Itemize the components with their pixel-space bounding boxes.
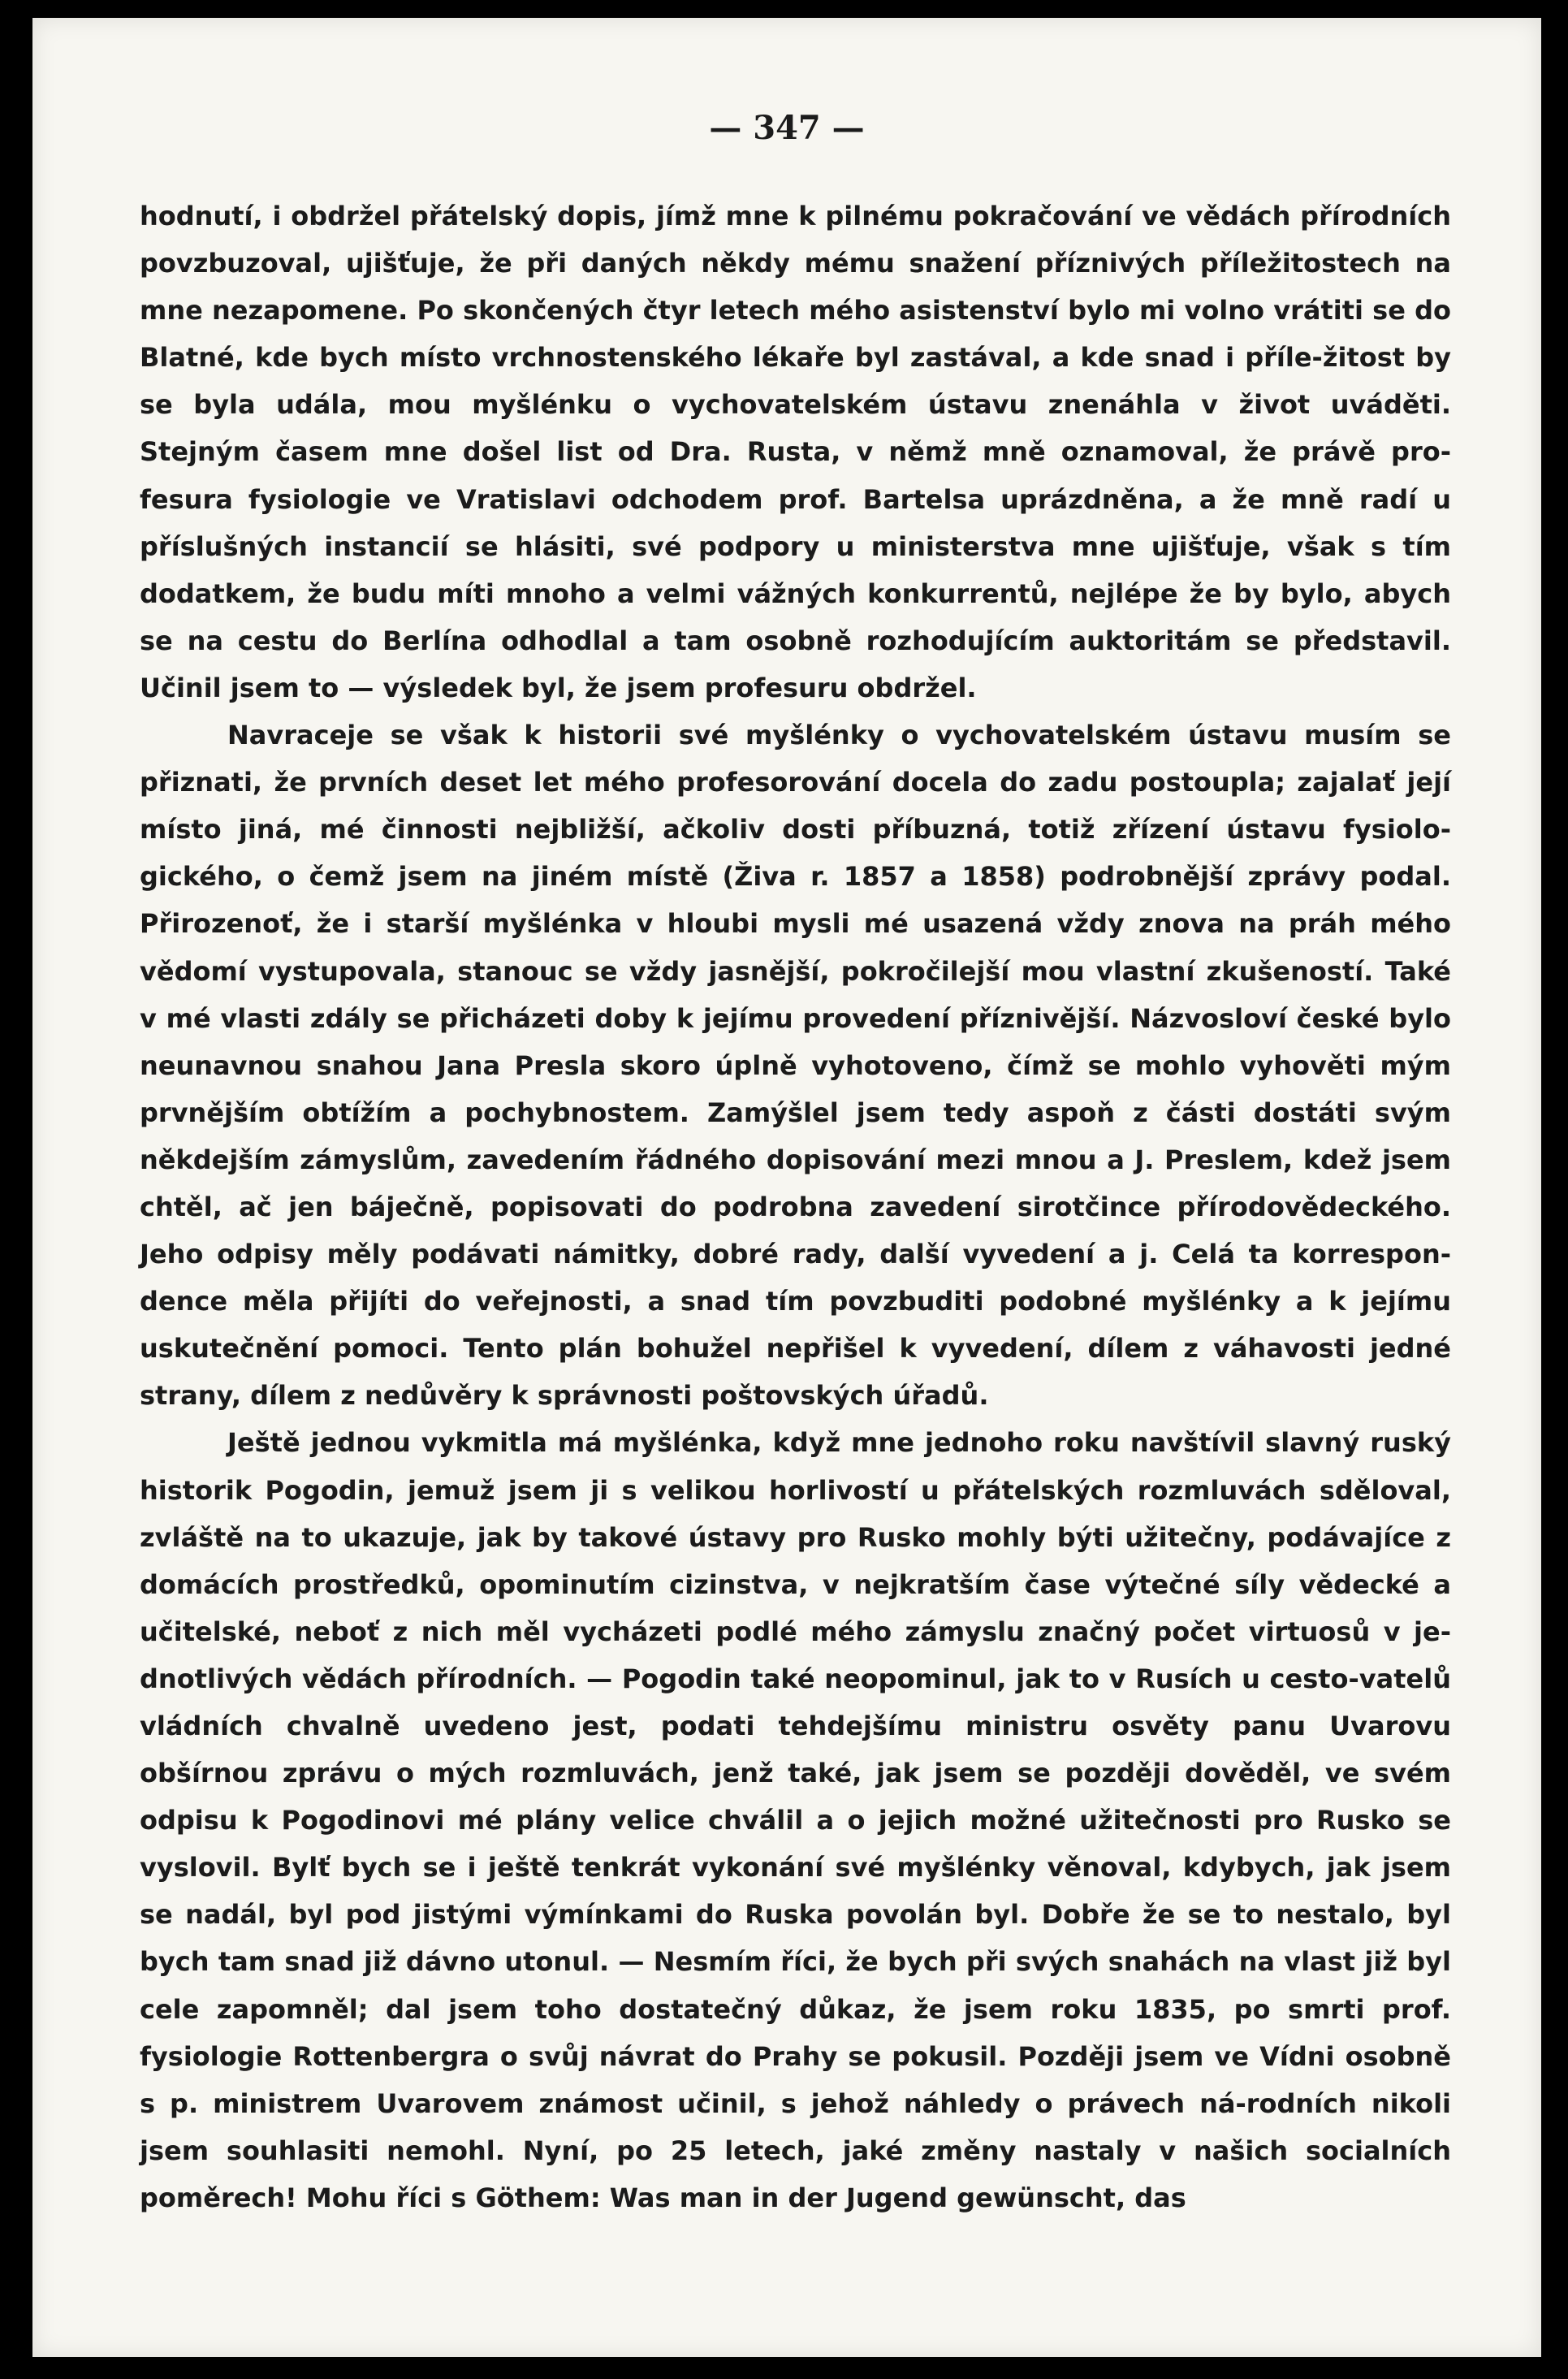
paragraph: hodnutí, i obdržel přátelský dopis, jímž mne k pilnému pokračování ve vědách přírodních povzbuzoval, ujišťuje, že při daných někdy mému snažení příznivých příležitostech na mne nezapomene. Po skončených čtyr letech mého asistenství bylo mi volno vrátiti se do Blatné, kde bych místo vrchnostenského lékaře byl zastával, a kde snad i příle-žitost by se byla udála, mou myšlénku o vychovatelském ústavu znenáhla v život uváděti. Stejným časem mne došel list od Dra. Rusta, v němž mně oznamoval, že právě pro-fesura fysiologie ve Vratislavi odchodem prof. Bartelsa uprázdněna, a že mně radí u příslušných instancií se hlásiti, své podpory u ministerstva mne ujišťuje, však s tím dodatkem, že budu míti mnoho a velmi vážných konkurrentů, nejlépe že by bylo, abych se na cestu do Berlína odhodlal a tam osobně rozhodujícím auktoritám se představil. Učinil jsem to — výsledek byl, že jsem profesuru obdržel. [140, 201, 1451, 703]
paragraph: Ještě jednou vykmitla má myšlénka, když mne jednoho roku navštívil slavný ruský historik Pogodin, jemuž jsem ji s velikou horlivostí u přátelských rozmluvách sděloval, zvláště na to ukazuje, jak by takové ústavy pro Rusko mohly býti užitečny, podávajíce z domácích prostředků, opominutím cizinstva, v nejkratším čase výtečné síly vědecké a učitelské, neboť z nich měl vycházeti podlé mého zámyslu značný počet virtuosů v je-dnotlivých vědách přírodních. — Pogodin také neopominul, jak to v Rusích u cesto-vatelů vládních chvalně uvedeno jest, podati tehdejšímu ministru osvěty panu Uvarovu obšírnou zprávu o mých rozmluvách, jenž také, jak jsem se později dověděl, ve svém odpisu k Pogodinovi mé plány velice chválil a o jejich možné užitečnosti pro Rusko se vyslovil. Bylť bych se i ještě tenkrát vykonání své myšlénky věnoval, kdybych, jak jsem se nadál, byl pod jistými výmínkami do Ruska povolán byl. Dobře že se to nestalo, byl bych tam snad již dávno utonul. — Nesmím říci, že bych při svých snahách na vlast již byl cele zapomněl; dal jsem toho dostatečný důkaz, že jsem roku 1835, po smrti prof. fysiologie Rottenbergra o svůj návrat do Prahy se pokusil. Později jsem ve Vídni osobně s p. ministrem Uvarovem známost učinil, s jehož náhledy o právech ná-rodních nikoli jsem souhlasiti nemohl. Nyní, po 25 letech, jaké změny nastaly v našich socialních poměrech! Mohu říci s Göthem: Was man in der Jugend gewünscht, das [140, 1427, 1451, 2213]
paragraph: Navraceje se však k historii své myšlénky o vychovatelském ústavu musím se přiznati, že prvních deset let mého profesorování docela do zadu postoupla; zajalať její místo jiná, mé činnosti nejbližší, ačkoliv dosti příbuzná, totiž zřízení ústavu fysiolo-gického, o čemž jsem na jiném místě (Živa r. 1857 a 1858) podrobnější zprávy podal. Přirozenoť, že i starší myšlénka v hloubi mysli mé usazená vždy znova na práh mého vědomí vystupovala, stanouc se vždy jasnější, pokročilejší mou vlastní zkušeností. Také v mé vlasti zdály se přicházeti doby k jejímu provedení příznivější. Názvosloví české bylo neunavnou snahou Jana Presla skoro úplně vyhotoveno, čímž se mohlo vyhověti mým prvnějším obtížím a pochybnostem. Zamýšlel jsem tedy aspoň z části dostáti svým někdejším zámyslům, zavedením řádného dopisování mezi mnou a J. Preslem, kdež jsem chtěl, ač jen báječně, popisovati do podrobna zavedení sirotčince přírodovědeckého. Jeho odpisy měly podávati námitky, dobré rady, další vyvedení a j. Celá ta korrespon-dence měla přijíti do veřejnosti, a snad tím povzbuditi podobné myšlénky a k jejímu uskutečnění pomoci. Tento plán bohužel nepřišel k vyvedení, dílem z váhavosti jedné strany, dílem z nedůvěry k správnosti poštovských úřadů. [140, 720, 1451, 1412]
book-page [32, 18, 1541, 2357]
body-text [140, 192, 1451, 2221]
page-number: — 347 — [709, 109, 865, 147]
